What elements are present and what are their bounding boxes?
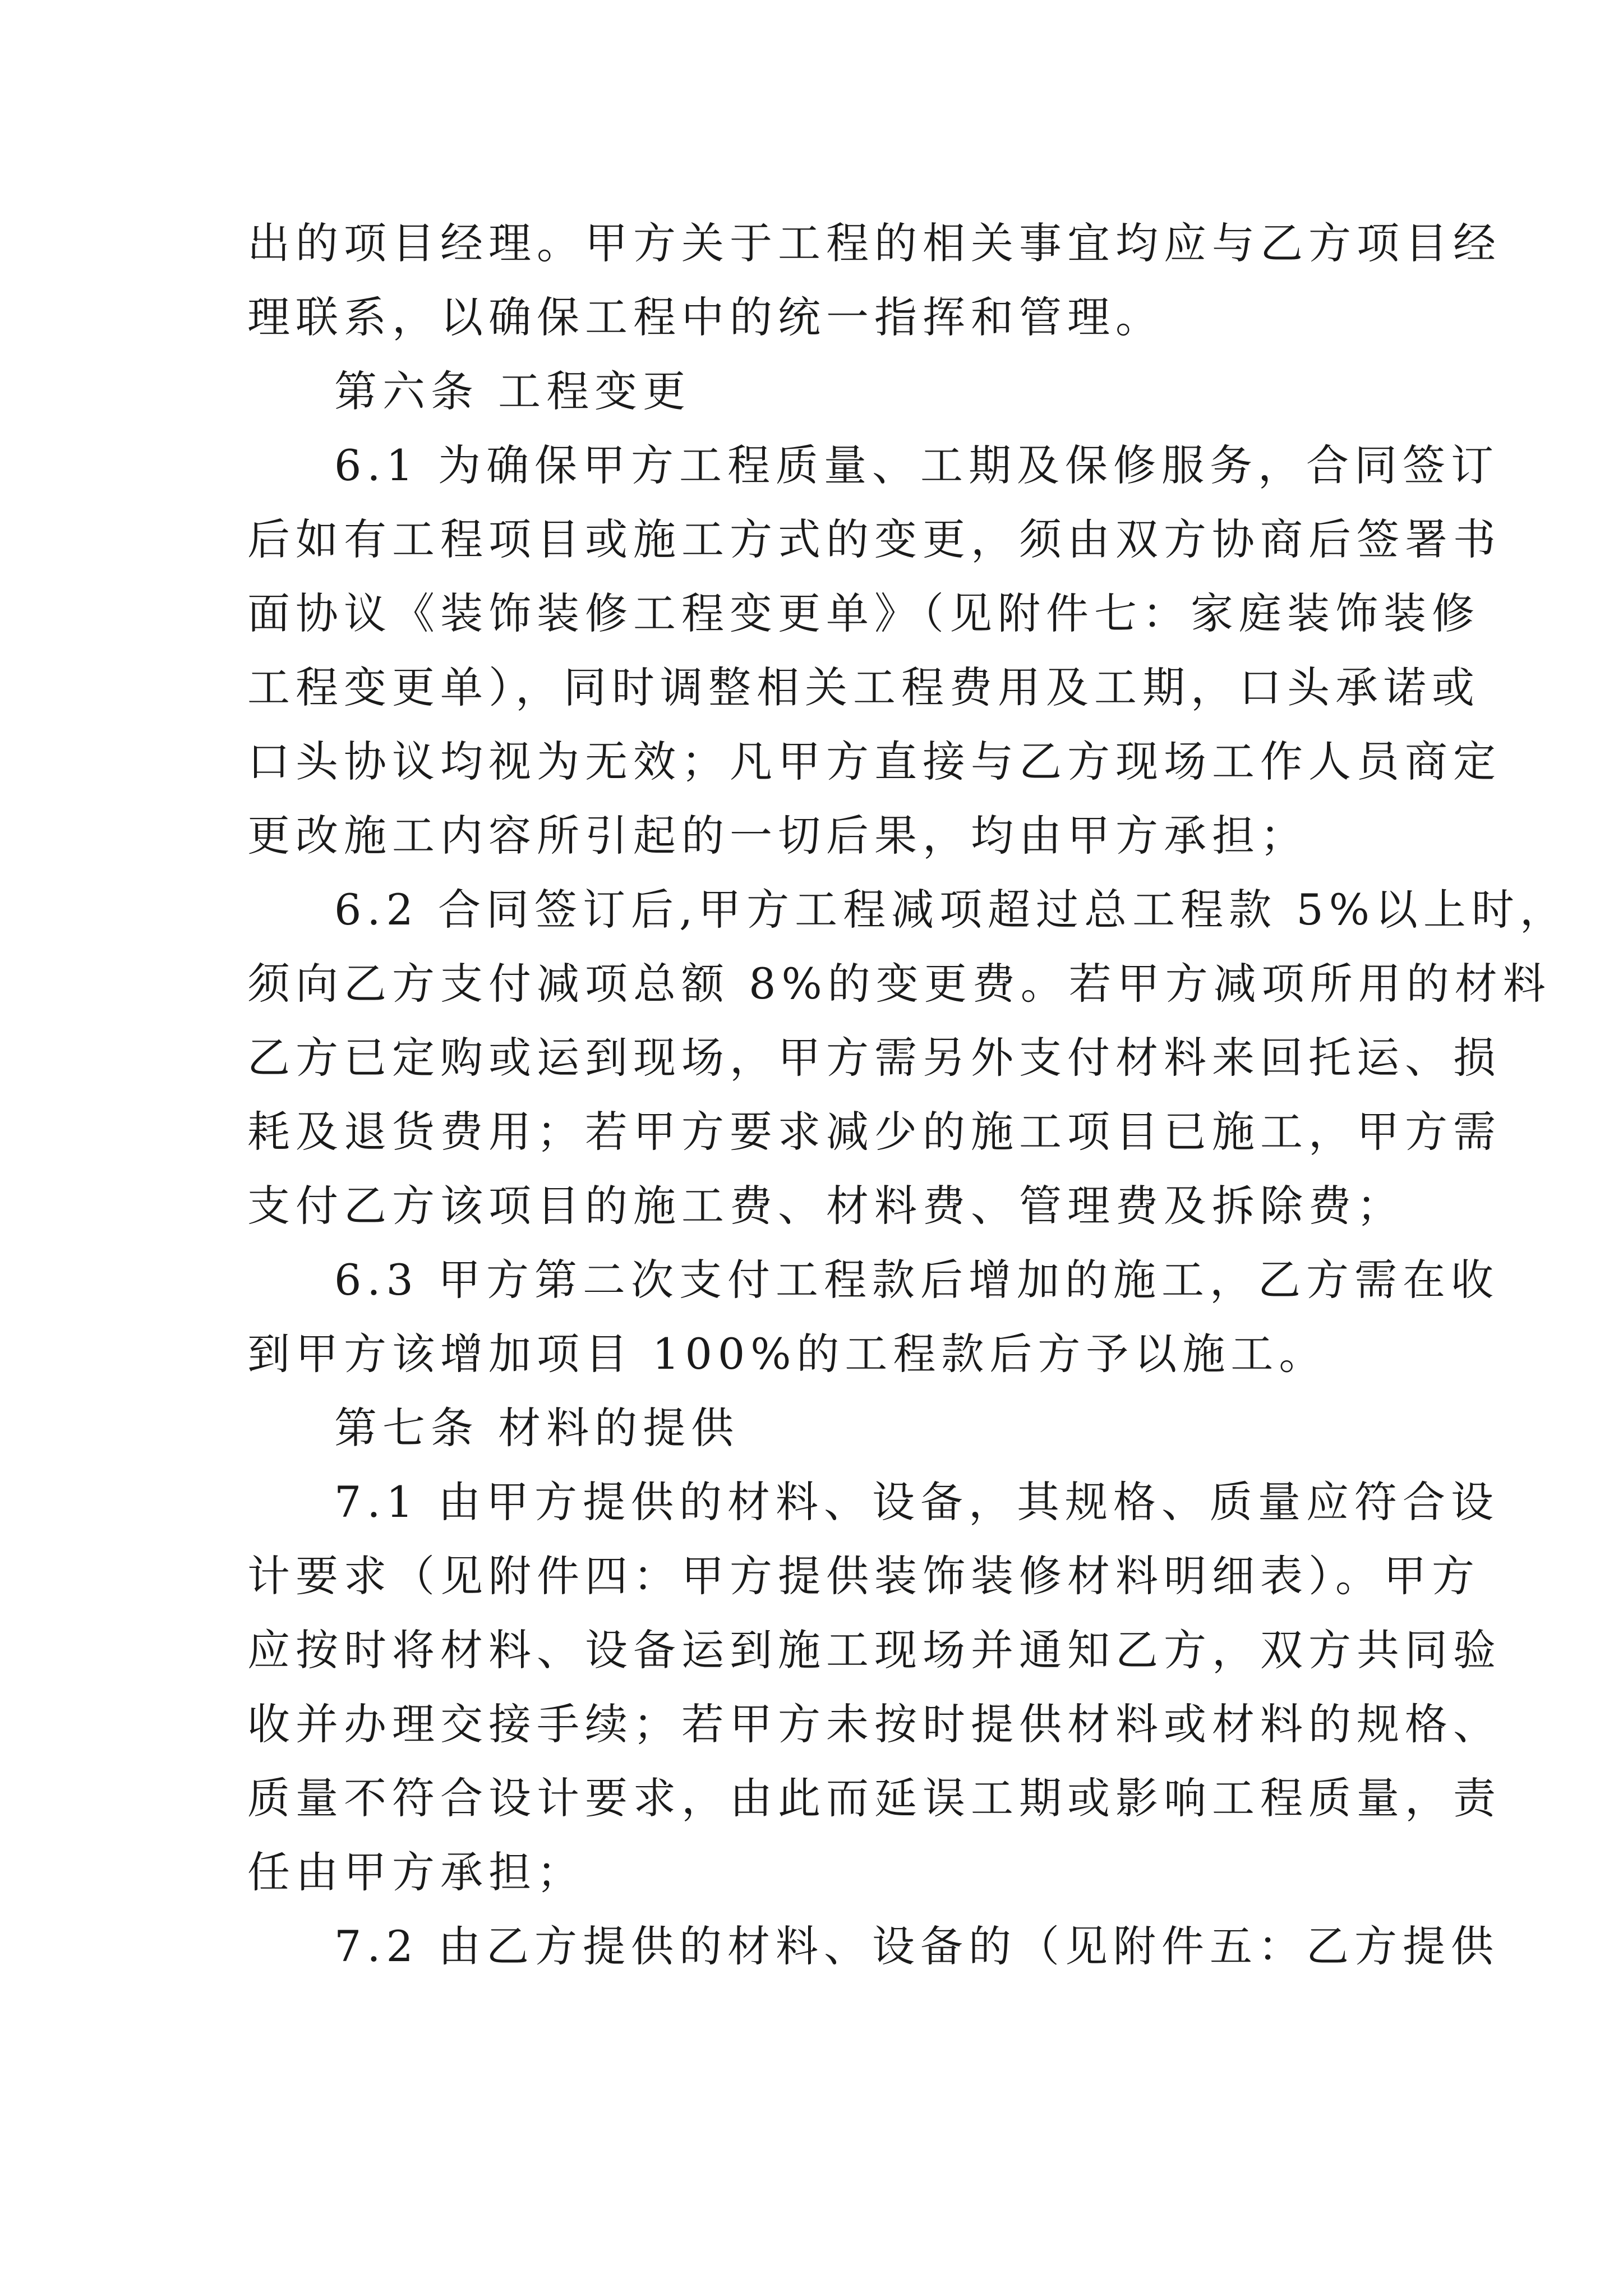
section-heading: 第六条 工程变更 xyxy=(334,366,691,416)
section-heading: 第七条 材料的提供 xyxy=(334,1403,740,1453)
text-line: 6.1 为确保甲方工程质量、工期及保修服务，合同签订 xyxy=(334,440,1500,490)
text-line: 任由甲方承担； xyxy=(247,1847,585,1897)
text-line: 应按时将材料、设备运到施工现场并通知乙方，双方共同验 xyxy=(247,1625,1501,1675)
text-line: 到甲方该增加项目 100%的工程款后方予以施工。 xyxy=(247,1329,1327,1379)
text-line: 出的项目经理。甲方关于工程的相关事宜均应与乙方项目经 xyxy=(247,218,1501,268)
document-body xyxy=(247,206,1568,1984)
text-line: 耗及退货费用；若甲方要求减少的施工项目已施工，甲方需 xyxy=(247,1107,1501,1157)
text-line: 口头协议均视为无效；凡甲方直接与乙方现场工作人员商定 xyxy=(247,737,1501,786)
text-line: 后如有工程项目或施工方式的变更，须由双方协商后签署书 xyxy=(247,514,1501,564)
text-line: 支付乙方该项目的施工费、材料费、管理费及拆除费； xyxy=(247,1181,1405,1231)
text-line: 理联系，以确保工程中的统一指挥和管理。 xyxy=(247,292,1164,342)
text-line: 工程变更单），同时调整相关工程费用及工期，口头承诺或 xyxy=(247,662,1480,712)
text-line: 乙方已定购或运到现场，甲方需另外支付材料来回托运、损 xyxy=(247,1033,1501,1083)
text-line: 6.3 甲方第二次支付工程款后增加的施工，乙方需在收 xyxy=(334,1255,1500,1305)
text-line: 须向乙方支付减项总额 8%的变更费。若甲方减项所用的材料 xyxy=(247,959,1551,1009)
text-line: 7.1 由甲方提供的材料、设备，其规格、质量应符合设 xyxy=(334,1477,1500,1527)
text-line: 6.2 合同签订后,甲方工程减项超过总工程款 5%以上时， xyxy=(334,885,1568,935)
text-line: 收并办理交接手续；若甲方未按时提供材料或材料的规格、 xyxy=(247,1699,1501,1749)
text-line: 面协议《装饰装修工程变更单》（见附件七：家庭装饰装修 xyxy=(247,588,1480,638)
text-line: 计要求（见附件四：甲方提供装饰装修材料明细表）。甲方 xyxy=(247,1551,1480,1601)
text-line: 7.2 由乙方提供的材料、设备的（见附件五：乙方提供 xyxy=(334,1921,1500,1971)
text-line: 更改施工内容所引起的一切后果，均由甲方承担； xyxy=(247,811,1308,861)
text-line: 质量不符合设计要求，由此而延误工期或影响工程质量，责 xyxy=(247,1773,1501,1823)
